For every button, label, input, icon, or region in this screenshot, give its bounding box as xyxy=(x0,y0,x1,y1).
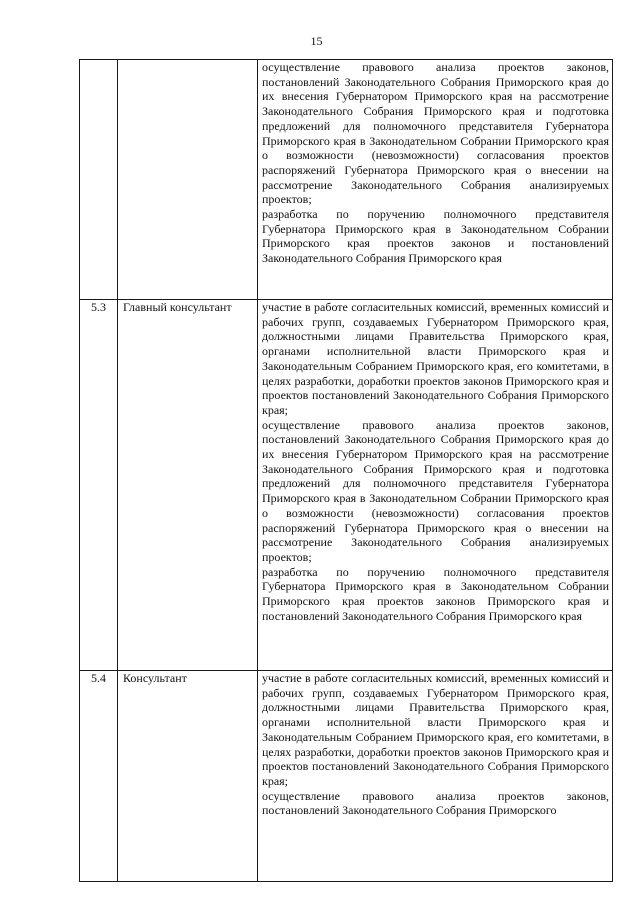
duty-paragraph: осуществление правового анализа проектов законов, постановлений Законодательного Собрания Приморского края до их внесения Губернатором Приморского края на рассмотрение Законодательного Собрания Приморского края и подготовка предложений для полномочного представителя Губернатора Приморского края в Законодательном Собрании Приморского края о возможности (невозможности) согласования проектов распоряжений Губернатора Приморского края о внесении на рассмотрение Законодательного Собрания анализируемых проектов; xyxy=(262,417,609,564)
duty-paragraph: осуществление правового анализа проектов законов, постановлений Законодательного Собрания Приморского xyxy=(262,788,609,818)
position-title: Главный консультант xyxy=(118,300,258,671)
duties-cell xyxy=(258,60,613,300)
duties-cell xyxy=(258,300,613,671)
table-row xyxy=(80,671,613,882)
page-number: 15 xyxy=(310,34,323,48)
duty-paragraph: разработка по поручению полномочного представителя Губернатора Приморского края в Законодательном Собрании Приморского края проектов законов и постановлений Законодательного Собрания Приморского края xyxy=(262,207,609,266)
row-number: 5.3 xyxy=(80,300,118,671)
position-title xyxy=(118,60,258,300)
duty-paragraph: разработка по поручению полномочного представителя Губернатора Приморского края в Законодательном Собрании Приморского края проектов законов Приморского края и постановлений Законодательного Собрания Приморского края xyxy=(262,564,609,623)
row-number xyxy=(80,60,118,300)
table-row xyxy=(80,60,613,300)
duty-paragraph: участие в работе согласительных комиссий, временных комиссий и рабочих групп, создаваемых Губернатором Приморского края, должностными лицами Правительства Приморского края, органами исполнительной власти Приморского края и Законодательным Собранием Приморского края, его комитетами, в целях разработки, доработки проектов законов Приморского края и проектов постановлений Законодательного Собрания Приморского края; xyxy=(262,671,609,788)
duties-cell xyxy=(258,671,613,882)
position-title: Консультант xyxy=(118,671,258,882)
duty-paragraph: осуществление правового анализа проектов законов, постановлений Законодательного Собрания Приморского края до их внесения Губернатором Приморского края на рассмотрение Законодательного Собрания Приморского края и подготовка предложений для полномочного представителя Губернатора Приморского края в Законодательном Собрании Приморского края о возможности (невозможности) согласования проектов распоряжений Губернатора Приморского края о внесении на рассмотрение Законодательного Собрания анализируемых проектов; xyxy=(262,60,609,207)
table-row xyxy=(80,300,613,671)
row-number: 5.4 xyxy=(80,671,118,882)
duties-table xyxy=(79,59,613,882)
duty-paragraph: участие в работе согласительных комиссий, временных комиссий и рабочих групп, создаваемых Губернатором Приморского края, должностными лицами Правительства Приморского края, органами исполнительной власти Приморского края и Законодательным Собранием Приморского края, его комитетами, в целях разработки, доработки проектов законов Приморского края и проектов постановлений Законодательного Собрания Приморского края; xyxy=(262,300,609,417)
